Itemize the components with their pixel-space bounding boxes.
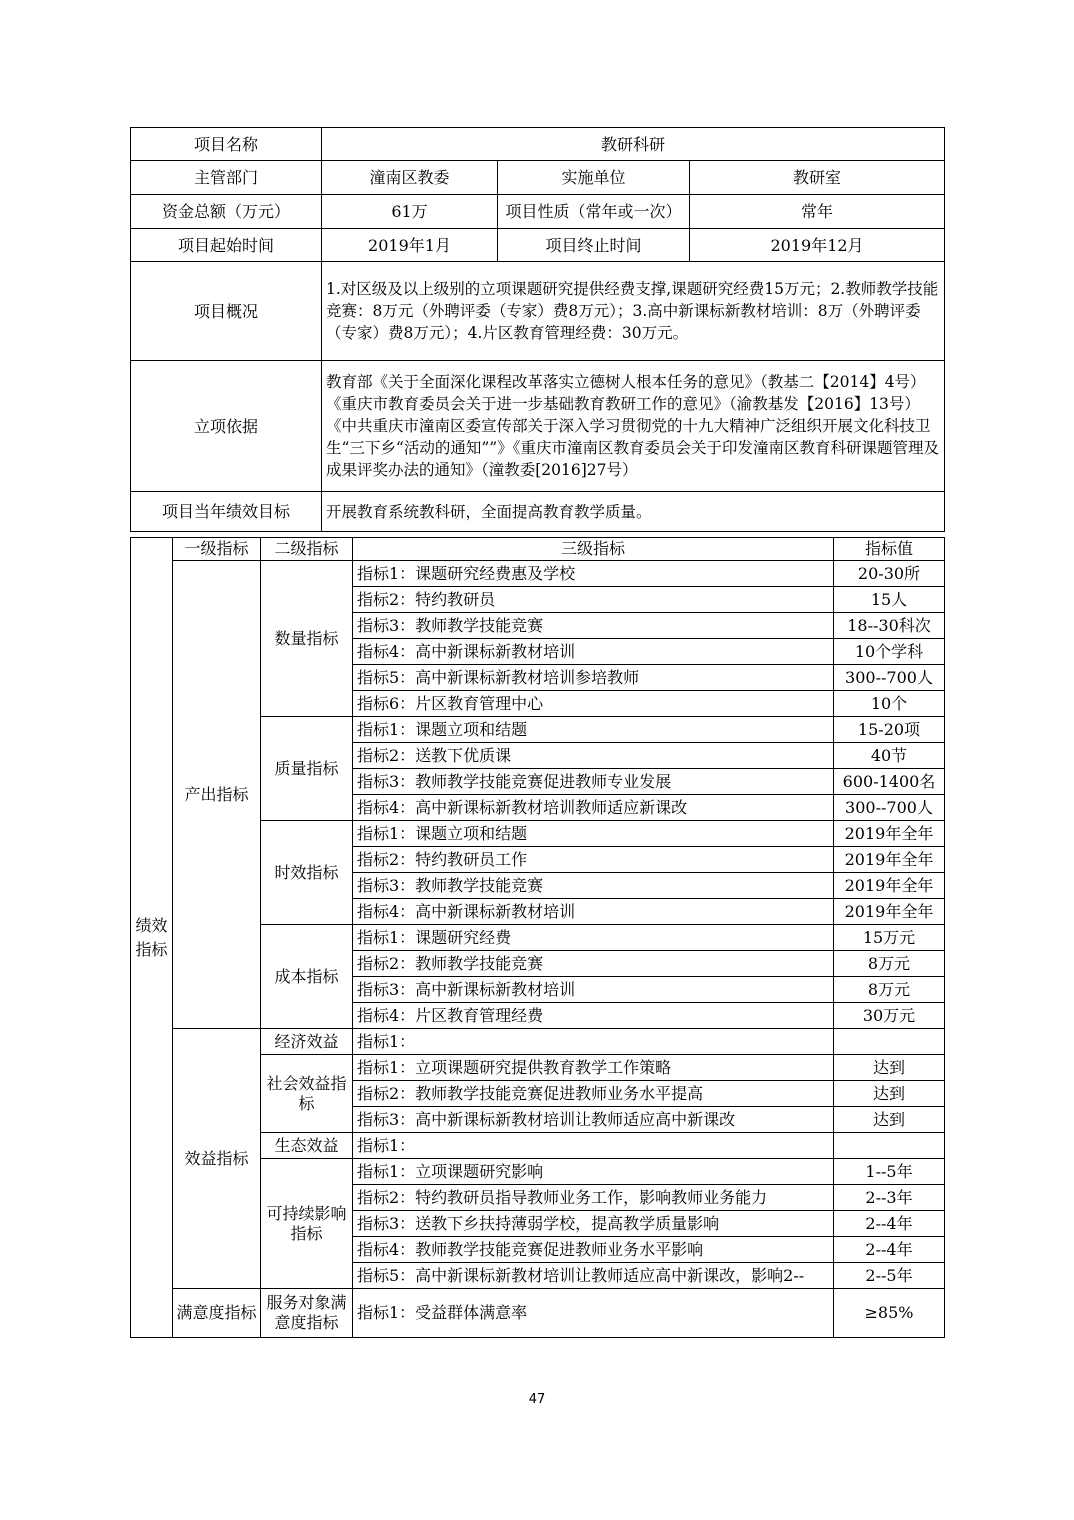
indicator-name: 指标3：高中新课标新教材培训	[353, 977, 834, 1003]
overview-label: 项目概况	[131, 262, 322, 361]
impl-value: 教研室	[690, 161, 945, 195]
overview-value: 1.对区级及以上级别的立项课题研究提供经费支撑,课题研究经费15万元；2.教师教学技能竞赛：8万元（外聘评委（专家）费8万元）；3.高中新课标新教材培训：8万（外聘评委（专家）费8万元）；4.片区教育管理经费：30万元。	[322, 262, 945, 361]
indicator-name: 指标1：立项课题研究影响	[353, 1159, 834, 1185]
indicator-name: 指标2：特约教研员指导教师业务工作，影响教师业务能力	[353, 1185, 834, 1211]
indicator-name: 指标1：课题研究经费	[353, 925, 834, 951]
indicator-name: 指标4：片区教育管理经费	[353, 1003, 834, 1029]
indicator-name: 指标1：课题立项和结题	[353, 821, 834, 847]
header-level1: 一级指标	[173, 538, 261, 561]
nature-value: 常年	[690, 195, 945, 229]
indicator-name: 指标4：高中新课标新教材培训	[353, 639, 834, 665]
indicator-value: 30万元	[834, 1003, 945, 1029]
start-label: 项目起始时间	[131, 229, 322, 262]
indicator-value: 600-1400名	[834, 769, 945, 795]
indicator-value: 8万元	[834, 977, 945, 1003]
basis-value: 教育部《关于全面深化课程改革落实立德树人根本任务的意见》（教基二【2014】4号）《重庆市教育委员会关于进一步基础教育教研工作的意见》（渝教基发【2016】13号）《中共重庆市潼南区委宣传部关于深入学习贯彻党的十九大精神广泛组织开展文化科技卫生“三下乡“活动的通知””》《重庆市潼南区教育委员会关于印发潼南区教育科研课题管理及成果评奖办法的通知》（潼教委[2016]27号）	[322, 361, 945, 492]
level2-ecological: 生态效益	[261, 1133, 353, 1159]
indicator-value: 15万元	[834, 925, 945, 951]
indicator-value: 2--5年	[834, 1263, 945, 1289]
indicator-value	[834, 1029, 945, 1055]
indicator-name: 指标1：立项课题研究提供教育教学工作策略	[353, 1055, 834, 1081]
indicator-value: 2019年全年	[834, 873, 945, 899]
header-level2: 二级指标	[261, 538, 353, 561]
indicator-name: 指标1：受益群体满意率	[353, 1289, 834, 1338]
indicator-name: 指标3：高中新课标新教材培训让教师适应高中新课改	[353, 1107, 834, 1133]
indicator-name: 指标3：教师教学技能竞赛	[353, 873, 834, 899]
start-value: 2019年1月	[322, 229, 498, 262]
level2-social: 社会效益指标	[261, 1055, 353, 1133]
indicator-value: 18--30科次	[834, 613, 945, 639]
project-info-table	[130, 127, 945, 532]
indicator-name: 指标2：教师教学技能竞赛	[353, 951, 834, 977]
goal-value: 开展教育系统教科研，全面提高教育教学质量。	[322, 492, 945, 532]
impl-label: 实施单位	[498, 161, 690, 195]
dept-label: 主管部门	[131, 161, 322, 195]
level2-service-satisfaction: 服务对象满意度指标	[261, 1289, 353, 1338]
performance-indicator-table	[130, 537, 945, 1338]
indicator-value: 300--700人	[834, 665, 945, 691]
indicator-value: 达到	[834, 1081, 945, 1107]
indicator-value: 2019年全年	[834, 847, 945, 873]
indicator-name: 指标3：教师教学技能竞赛促进教师专业发展	[353, 769, 834, 795]
indicator-value: 2--4年	[834, 1211, 945, 1237]
indicator-name: 指标4：教师教学技能竞赛促进教师业务水平影响	[353, 1237, 834, 1263]
indicator-name: 指标2：送教下优质课	[353, 743, 834, 769]
fund-label: 资金总额（万元）	[131, 195, 322, 229]
indicator-name: 指标2：特约教研员工作	[353, 847, 834, 873]
indicator-value: 10个	[834, 691, 945, 717]
indicator-name: 指标5：高中新课标新教材培训参培教师	[353, 665, 834, 691]
indicator-name: 指标2：特约教研员	[353, 587, 834, 613]
goal-label: 项目当年绩效目标	[131, 492, 322, 532]
indicator-name: 指标3：教师教学技能竞赛	[353, 613, 834, 639]
level1-output: 产出指标	[173, 561, 261, 1029]
indicator-value: 40节	[834, 743, 945, 769]
level2-economic: 经济效益	[261, 1029, 353, 1055]
indicator-value: 15人	[834, 587, 945, 613]
indicator-value: 1--5年	[834, 1159, 945, 1185]
header-value: 指标值	[834, 538, 945, 561]
indicator-name: 指标5：高中新课标新教材培训让教师适应高中新课改，影响2--	[353, 1263, 834, 1289]
header-level3: 三级指标	[353, 538, 834, 561]
indicator-value: 2--3年	[834, 1185, 945, 1211]
indicator-name: 指标4：高中新课标新教材培训	[353, 899, 834, 925]
indicator-name: 指标1：课题研究经费惠及学校	[353, 561, 834, 587]
indicator-value: 10个学科	[834, 639, 945, 665]
indicator-value: 达到	[834, 1055, 945, 1081]
level1-satisfaction: 满意度指标	[173, 1289, 261, 1338]
level2-cost: 成本指标	[261, 925, 353, 1029]
indicator-value: 2019年全年	[834, 899, 945, 925]
page-number: 47	[528, 1392, 546, 1407]
fund-value: 61万	[322, 195, 498, 229]
indicator-value: 2019年全年	[834, 821, 945, 847]
indicator-value: 15-20项	[834, 717, 945, 743]
level2-quality: 质量指标	[261, 717, 353, 821]
indicator-name: 指标3：送教下乡扶持薄弱学校，提高教学质量影响	[353, 1211, 834, 1237]
indicator-value: ≥85%	[834, 1289, 945, 1338]
indicator-value: 2--4年	[834, 1237, 945, 1263]
perf-side-label-text: 绩效指标	[135, 915, 168, 959]
indicator-value: 300--700人	[834, 795, 945, 821]
perf-side-label	[131, 538, 173, 1338]
project-name-label: 项目名称	[131, 128, 322, 161]
basis-label: 立项依据	[131, 361, 322, 492]
indicator-value: 8万元	[834, 951, 945, 977]
level1-benefit: 效益指标	[173, 1029, 261, 1289]
indicator-name: 指标2：教师教学技能竞赛促进教师业务水平提高	[353, 1081, 834, 1107]
indicator-name: 指标1：	[353, 1029, 834, 1055]
nature-label: 项目性质（常年或一次）	[498, 195, 690, 229]
indicator-name: 指标4：高中新课标新教材培训教师适应新课改	[353, 795, 834, 821]
indicator-value	[834, 1133, 945, 1159]
level2-quantity: 数量指标	[261, 561, 353, 717]
indicator-name: 指标6：片区教育管理中心	[353, 691, 834, 717]
indicator-name: 指标1：	[353, 1133, 834, 1159]
level2-sustainable: 可持续影响指标	[261, 1159, 353, 1289]
dept-value: 潼南区教委	[322, 161, 498, 195]
level2-timeliness: 时效指标	[261, 821, 353, 925]
end-label: 项目终止时间	[498, 229, 690, 262]
end-value: 2019年12月	[690, 229, 945, 262]
project-name-value: 教研科研	[322, 128, 945, 161]
indicator-value: 20-30所	[834, 561, 945, 587]
indicator-name: 指标1：课题立项和结题	[353, 717, 834, 743]
indicator-value: 达到	[834, 1107, 945, 1133]
